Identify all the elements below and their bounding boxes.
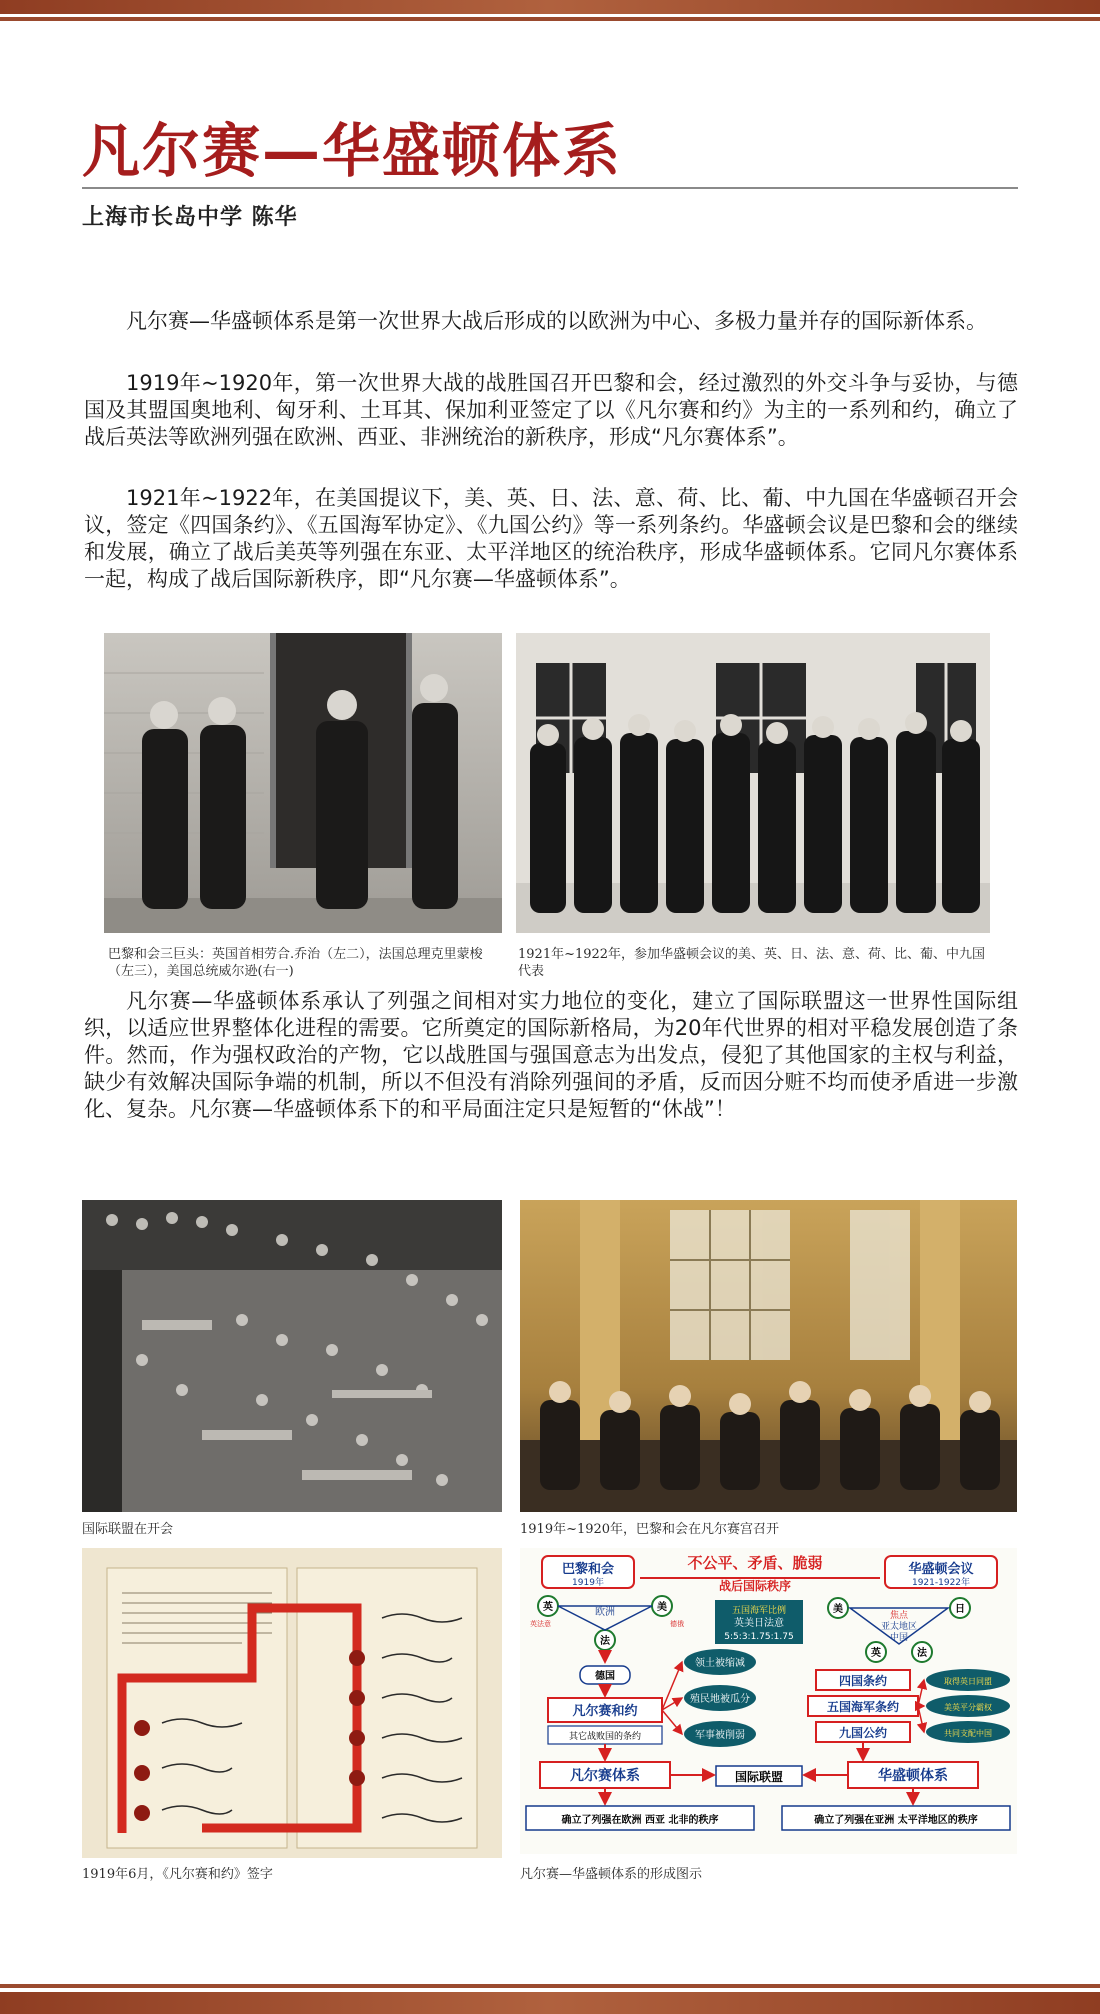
photo-treaty-signing	[82, 1548, 502, 1858]
paragraph-assessment: 凡尔赛—华盛顿体系承认了列强之间相对实力地位的变化，建立了国际联盟这一世界性国际组织，以适应世界整体化进程的需要。它所奠定的国际新格局，为20年代世界的相对平稳发展创造了条件。然而，作为强权政治的产物，它以战胜国与强国意志为出发点，侵犯了其他国家的主权与利益，缺少有效解决国际争端的机制，所以不但没有消除列强间的矛盾，反而因分赃不均而使矛盾进一步激化、复杂。凡尔赛—华盛顿体系下的和平局面注定只是短暂的“休战”！	[84, 989, 1018, 1121]
page-title: 凡尔赛—华盛顿体系	[82, 117, 623, 185]
diagram-jp: 日	[955, 1604, 965, 1615]
caption-treaty-signing: 1919年6月，《凡尔赛和约》签字	[82, 1867, 273, 1882]
bottom-decor-line	[0, 1984, 1100, 1988]
diagram-terr: 领土被缩减	[695, 1658, 745, 1669]
diagram-r1: 取得英日同盟	[944, 1677, 992, 1686]
diagram-side-2: 德俄	[670, 1620, 684, 1628]
diagram-navy-values: 5:5:3:1.75:1.75	[724, 1632, 794, 1642]
diagram-five-navy: 五国海军条约	[826, 1700, 900, 1714]
diagram-fr-1: 法	[600, 1636, 610, 1647]
caption-diagram: 凡尔赛—华盛顿体系的形成图示	[520, 1867, 703, 1882]
diagram-w-result: 确立了列强在亚洲 太平洋地区的秩序	[814, 1815, 978, 1826]
diagram-fr-2: 法	[917, 1648, 927, 1659]
diagram-navy-countries: 英美日法意	[734, 1618, 784, 1629]
system-formation-diagram	[520, 1548, 1017, 1854]
diagram-four-power: 四国条约	[838, 1674, 888, 1688]
diagram-asia: 亚太地区	[880, 1622, 918, 1632]
caption-paris-conference: 1919年~1920年，巴黎和会在凡尔赛宫召开	[520, 1522, 780, 1537]
diagram-postwar-order: 战后国际秩序	[718, 1579, 792, 1593]
author-line: 上海市长岛中学 陈华	[82, 205, 298, 230]
paragraph-versailles: 1919年~1920年，第一次世界大战的战胜国召开巴黎和会，经过激烈的外交斗争与妥协，与德国及其盟国奥地利、匈牙利、土耳其、保加利亚签定了以《凡尔赛和约》为主的一系列和约，确立了战后英法等欧洲列强在欧洲、西亚、非洲统治的新秩序，形成“凡尔赛体系”。	[84, 371, 1018, 449]
diagram-colony: 殖民地被瓜分	[690, 1694, 750, 1705]
diagram-top-banner: 不公平、矛盾、脆弱	[687, 1554, 823, 1572]
paragraph-washington: 1921年~1922年，在美国提议下，美、英、日、法、意、荷、比、葡、中九国在华盛顿召开会议，签定《四国条约》、《五国海军协定》、《九国公约》等一系列条约。华盛顿会议是巴黎和会的继续和发展，确立了战后美英等列强在东亚、太平洋地区的统治秩序，形成华盛顿体系。它同凡尔赛体系一起，构成了战后国际新秩序，即“凡尔赛—华盛顿体系”。	[84, 486, 1018, 591]
diagram-r3: 共同支配中国	[944, 1729, 992, 1738]
diagram-other-treaties: 其它战败国的条约	[568, 1732, 642, 1742]
paragraph-intro: 凡尔赛—华盛顿体系是第一次世界大战后形成的以欧洲为中心、多极力量并存的国际新体系。	[126, 309, 987, 333]
diagram-navy-ratio: 五国海军比例	[731, 1606, 787, 1616]
title-divider	[82, 187, 1018, 189]
photo-big-three	[104, 633, 502, 933]
top-decor-line	[0, 17, 1100, 21]
photo-paris-conference	[520, 1200, 1017, 1512]
diagram-r2: 美英平分霸权	[944, 1703, 992, 1712]
diagram-w-system: 华盛顿体系	[878, 1768, 948, 1784]
photo-washington-delegates	[516, 633, 990, 933]
top-decor-band	[0, 0, 1100, 14]
bottom-decor-band	[0, 1992, 1100, 2014]
caption-league-of-nations: 国际联盟在开会	[82, 1522, 174, 1537]
diagram-paris-year: 1919年	[572, 1578, 604, 1588]
diagram-us-1: 美	[657, 1602, 667, 1613]
diagram-vtreaty: 凡尔赛和约	[572, 1704, 638, 1719]
diagram-uk-1: 英	[543, 1602, 553, 1613]
diagram-china: 中国	[889, 1633, 909, 1643]
diagram-v-result: 确立了列强在欧洲 西亚 北非的秩序	[561, 1815, 719, 1826]
diagram-wash-year: 1921-1922年	[911, 1578, 971, 1588]
diagram-military: 军事被削弱	[695, 1730, 745, 1741]
diagram-nine-power: 九国公约	[838, 1726, 888, 1740]
diagram-us-2: 美	[833, 1604, 843, 1615]
diagram-uk-2: 英	[871, 1648, 881, 1659]
diagram-europe: 欧洲	[595, 1607, 615, 1618]
diagram-league: 国际联盟	[734, 1770, 784, 1784]
photo-league-of-nations	[82, 1200, 502, 1512]
diagram-germany: 德国	[595, 1671, 615, 1682]
caption-washington-delegates: 1921年~1922年，参加华盛顿会议的美、英、日、法、意、荷、比、葡、中九国代表	[518, 947, 986, 979]
diagram-paris-conf: 巴黎和会	[561, 1562, 615, 1577]
diagram-focus: 焦点	[889, 1611, 909, 1621]
diagram-side-1: 英法意	[530, 1620, 551, 1628]
caption-big-three: 巴黎和会三巨头：英国首相劳合.乔治（左二），法国总理克里蒙梭（左三），美国总统威尔逊(右一)	[108, 947, 483, 979]
diagram-wash-conf: 华盛顿会议	[908, 1562, 974, 1577]
diagram-v-system: 凡尔赛体系	[570, 1768, 640, 1784]
